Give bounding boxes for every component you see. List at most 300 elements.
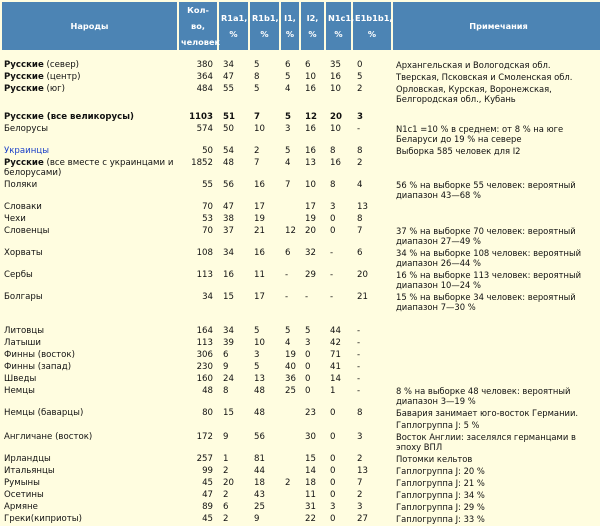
- people-name-cell: [2, 490, 177, 500]
- i1-cell: [281, 514, 299, 524]
- table-row: [2, 350, 600, 360]
- table-row: [2, 248, 600, 268]
- people-name-cell: [2, 112, 177, 122]
- i1-cell: -: [285, 270, 289, 280]
- n1c1-cell: 0: [330, 490, 336, 500]
- r1a1-cell: 51: [223, 112, 235, 122]
- i1-cell: 5: [285, 72, 291, 82]
- r1a1-cell: 15: [223, 408, 234, 418]
- r1a1-cell: 54: [223, 146, 234, 156]
- people-name-cell: [2, 60, 177, 70]
- r1b1-cell: 48: [254, 386, 265, 396]
- table-row: [2, 112, 600, 122]
- e1b1b1-cell: -: [357, 374, 361, 384]
- table-row: [2, 292, 600, 312]
- people-name-cell: [2, 386, 177, 406]
- count-cell: 50: [202, 146, 213, 156]
- r1a1-cell: 47: [223, 72, 234, 82]
- r1a1-cell: 37: [223, 226, 234, 236]
- e1b1b1-cell: -: [357, 350, 361, 360]
- people-name: Русские: [4, 84, 44, 94]
- people-name-cell: [2, 180, 177, 200]
- e1b1b1-cell: 6: [357, 248, 363, 258]
- header-i1: [281, 2, 299, 50]
- r1b1-cell: 5: [254, 326, 260, 336]
- header-i2-pct: %: [308, 29, 317, 39]
- note-cell: 34 % на выборке 108 человек: вероятный диапазон 26—44 %: [396, 248, 582, 268]
- table-row: [2, 374, 600, 384]
- i2-cell: 30: [305, 432, 316, 442]
- people-name-cell: [2, 84, 177, 104]
- r1b1-cell: 5: [254, 60, 260, 70]
- note-cell: Восток Англии: заселялся германцами в эпоху ВПЛ: [396, 432, 576, 452]
- table-row: [2, 158, 600, 178]
- table-row: [2, 386, 600, 406]
- e1b1b1-cell: [353, 420, 391, 430]
- count-cell: 257: [196, 454, 213, 464]
- i2-cell: 32: [305, 248, 316, 258]
- r1a1-cell: 15: [223, 292, 234, 302]
- count-cell: 160: [196, 374, 213, 384]
- r1b1-cell: 5: [254, 362, 260, 372]
- people-name-suffix: (юг): [43, 84, 65, 94]
- count-cell: 89: [202, 502, 213, 512]
- header-i1-label: I1,: [284, 13, 296, 23]
- count-cell: 108: [196, 248, 213, 258]
- r1b1-cell: 5: [254, 84, 260, 94]
- count-cell: 47: [202, 490, 213, 500]
- i1-cell: 7: [285, 180, 291, 190]
- i2-cell: 3: [305, 338, 311, 348]
- people-name: Белорусы: [4, 124, 48, 134]
- people-name-cell: [2, 408, 177, 418]
- i2-cell: [301, 420, 324, 430]
- i2-cell: 15: [305, 454, 316, 464]
- count-cell: 99: [202, 466, 213, 476]
- r1b1-cell: 13: [254, 374, 265, 384]
- e1b1b1-cell: 2: [357, 454, 363, 464]
- i1-cell: [281, 202, 299, 212]
- i1-cell: 4: [285, 84, 291, 94]
- note-cell: 8 % на выборке 48 человек: вероятный диапазон 3—19 %: [396, 386, 571, 406]
- n1c1-cell: [326, 420, 351, 430]
- people-name-suffix: (центр): [43, 72, 81, 82]
- note-cell: [393, 202, 600, 212]
- r1a1-cell: 8: [223, 386, 229, 396]
- people-name: Румыны: [4, 478, 40, 488]
- people-name-suffix: (все великорусы): [43, 112, 134, 122]
- e1b1b1-cell: 7: [357, 478, 363, 488]
- r1b1-cell: 8: [254, 72, 260, 82]
- table-row: [2, 466, 600, 476]
- r1a1-cell: 34: [223, 326, 234, 336]
- i1-cell: 5: [285, 112, 291, 122]
- n1c1-cell: 16: [330, 72, 341, 82]
- count-cell: 1103: [189, 112, 213, 122]
- r1b1-cell: 19: [254, 214, 265, 224]
- r1b1-cell: 17: [254, 292, 265, 302]
- note-cell: Гаплогруппа J: 33 %: [396, 514, 485, 524]
- n1c1-cell: 20: [330, 112, 342, 122]
- header-peoples: Народы: [2, 2, 177, 50]
- e1b1b1-cell: 13: [357, 466, 368, 476]
- people-name: Финны (восток): [4, 350, 75, 360]
- note-cell: 37 % на выборке 70 человек: вероятный диапазон 27—49 %: [396, 226, 576, 246]
- note-cell: [393, 214, 600, 224]
- i1-cell: [281, 502, 299, 512]
- i1-cell: 6: [285, 248, 291, 258]
- header-n1c1-pct: %: [334, 29, 343, 39]
- r1a1-cell: 50: [223, 124, 234, 134]
- n1c1-cell: 35: [330, 60, 341, 70]
- people-name-suffix: (север): [43, 60, 80, 70]
- r1a1-cell: 56: [223, 180, 234, 190]
- r1a1-cell: 24: [223, 374, 234, 384]
- table-row: [2, 124, 600, 144]
- table-row: [2, 214, 600, 224]
- header-r1a1-pct: %: [229, 29, 238, 39]
- header-n1c1-label: N1c1,: [328, 13, 355, 23]
- table-row: [2, 84, 600, 104]
- spacer-row: [2, 314, 600, 324]
- table-row: [2, 408, 600, 418]
- r1b1-cell: 44: [254, 466, 265, 476]
- table-row: [2, 72, 600, 82]
- r1b1-cell: 3: [254, 350, 260, 360]
- header-e1b1b1-label: E1b1b1,: [355, 13, 393, 23]
- i1-cell: 4: [285, 158, 291, 168]
- note-cell: Тверская, Псковская и Смоленская обл.: [396, 72, 573, 82]
- header-r1b1: [250, 2, 279, 50]
- people-name-cell: [2, 158, 177, 178]
- i2-cell: 14: [305, 466, 316, 476]
- header-r1a1-label: R1a1,: [221, 13, 248, 23]
- people-name: Греки(киприоты): [4, 514, 82, 524]
- n1c1-cell: 10: [330, 124, 341, 134]
- i1-cell: 5: [285, 326, 291, 336]
- i2-cell: 17: [305, 202, 316, 212]
- people-name: Болгары: [4, 292, 43, 302]
- count-cell: 80: [202, 408, 213, 418]
- table-row: [2, 362, 600, 372]
- people-name: Русские: [4, 158, 44, 168]
- n1c1-cell: 0: [330, 514, 336, 524]
- people-name: Сербы: [4, 270, 33, 280]
- people-name-cell: [2, 374, 177, 384]
- people-name: Словенцы: [4, 226, 50, 236]
- people-name-cell: [2, 338, 177, 348]
- people-name: Русские: [4, 72, 44, 82]
- e1b1b1-cell: 8: [357, 146, 363, 156]
- i2-cell: -: [305, 292, 309, 302]
- r1b1-cell: 2: [254, 146, 260, 156]
- n1c1-cell: 0: [330, 408, 336, 418]
- people-name: Ирландцы: [4, 454, 51, 464]
- e1b1b1-cell: 21: [357, 292, 368, 302]
- r1a1-cell: 2: [223, 490, 229, 500]
- table-body: [2, 52, 600, 524]
- i1-cell: [281, 408, 299, 418]
- e1b1b1-cell: 8: [357, 408, 363, 418]
- r1a1-cell: 9: [223, 362, 229, 372]
- spacer-row: [2, 106, 600, 110]
- e1b1b1-cell: -: [357, 362, 361, 372]
- n1c1-cell: 1: [330, 386, 336, 396]
- n1c1-cell: 0: [330, 226, 336, 236]
- n1c1-cell: -: [330, 270, 334, 280]
- count-cell: 34: [202, 292, 213, 302]
- note-cell: 15 % на выборке 34 человек: вероятный диапазон 7—30 %: [396, 292, 576, 312]
- header-r1b1-pct: %: [260, 29, 269, 39]
- table-row: [2, 420, 600, 430]
- people-name-cell: [2, 226, 177, 246]
- people-name-cell: [2, 248, 177, 268]
- people-name: Армяне: [4, 502, 38, 512]
- people-name-cell: [2, 454, 177, 464]
- i2-cell: 18: [305, 478, 316, 488]
- count-cell: 113: [196, 338, 213, 348]
- i1-cell: -: [285, 292, 289, 302]
- header-e1b1b1-pct: %: [367, 29, 377, 39]
- note-cell: Архангельская и Вологодская обл.: [396, 60, 551, 70]
- n1c1-cell: 10: [330, 84, 341, 94]
- note-cell: Гаплогруппа J: 34 %: [396, 490, 485, 500]
- i1-cell: [281, 490, 299, 500]
- note-cell: N1c1 =10 % в среднем: от 8 % на юге Беларуси до 19 % на севере: [396, 124, 564, 144]
- table-row: [2, 226, 600, 246]
- n1c1-cell: 0: [330, 214, 336, 224]
- r1a1-cell: 20: [223, 478, 234, 488]
- note-cell: Гаплогруппа J: 29 %: [396, 502, 485, 512]
- table-row: [2, 490, 600, 500]
- people-name: Немцы (баварцы): [4, 408, 84, 418]
- r1a1-cell: 9: [223, 432, 229, 442]
- table-row: [2, 432, 600, 452]
- spacer-cell: [2, 314, 600, 324]
- n1c1-cell: 0: [330, 478, 336, 488]
- n1c1-cell: -: [330, 248, 334, 258]
- people-name-cell: [2, 270, 177, 290]
- i2-cell: 16: [305, 146, 316, 156]
- people-name-cell: [2, 292, 177, 312]
- note-cell: [393, 350, 600, 360]
- n1c1-cell: 41: [330, 362, 341, 372]
- i2-cell: 19: [305, 214, 316, 224]
- e1b1b1-cell: -: [357, 386, 361, 396]
- i1-cell: 12: [285, 226, 296, 236]
- r1b1-cell: 10: [254, 124, 265, 134]
- r1a1-cell: [219, 420, 248, 430]
- people-name-cell: [2, 350, 177, 360]
- r1b1-cell: 25: [254, 502, 265, 512]
- i2-cell: 16: [305, 84, 316, 94]
- note-cell: Гаплогруппа J: 21 %: [396, 478, 485, 488]
- count-cell: 306: [196, 350, 213, 360]
- r1b1-cell: 16: [254, 180, 265, 190]
- count-cell: 230: [196, 362, 213, 372]
- people-name-suffix: (все вместе с украинцами и белорусами): [4, 158, 174, 178]
- i2-cell: 0: [305, 350, 311, 360]
- i2-cell: 22: [305, 514, 316, 524]
- table-row: [2, 514, 600, 524]
- i1-cell: 5: [285, 146, 291, 156]
- r1a1-cell: 38: [223, 214, 234, 224]
- count-cell: 55: [202, 180, 213, 190]
- i1-cell: 6: [285, 60, 291, 70]
- people-name: Шведы: [4, 374, 37, 384]
- spacer-cell: [2, 52, 600, 58]
- i2-cell: 6: [305, 60, 311, 70]
- people-name-cell: [2, 514, 177, 524]
- table-row: [2, 202, 600, 212]
- i2-cell: 29: [305, 270, 316, 280]
- r1b1-cell: [250, 420, 279, 430]
- i1-cell: [281, 432, 299, 452]
- table-row: [2, 338, 600, 348]
- r1b1-cell: 10: [254, 338, 265, 348]
- i2-cell: 10: [305, 180, 316, 190]
- note-cell: [393, 326, 600, 336]
- r1a1-cell: 34: [223, 60, 234, 70]
- n1c1-cell: 0: [330, 454, 336, 464]
- i1-cell: 4: [285, 338, 291, 348]
- e1b1b1-cell: 3: [357, 112, 363, 122]
- people-name-cell: [2, 432, 177, 452]
- header-count-line1: Кол-во,: [187, 5, 209, 31]
- note-cell: Бавария занимает юго-восток Германии.: [396, 408, 579, 418]
- people-name[interactable]: Украинцы: [4, 146, 49, 156]
- i2-cell: 0: [305, 374, 311, 384]
- e1b1b1-cell: 2: [357, 158, 363, 168]
- r1a1-cell: 6: [223, 350, 229, 360]
- n1c1-cell: 3: [330, 502, 336, 512]
- i2-cell: 10: [305, 72, 316, 82]
- header-n1c1: [326, 2, 355, 50]
- e1b1b1-cell: 3: [357, 432, 363, 442]
- i2-cell: 0: [305, 362, 311, 372]
- n1c1-cell: 8: [330, 180, 336, 190]
- note-cell: Гаплогруппа J: 5 %: [396, 420, 480, 430]
- r1a1-cell: 1: [223, 454, 229, 464]
- i2-cell: 31: [305, 502, 316, 512]
- count-cell: 113: [196, 270, 213, 280]
- people-name: Русские: [4, 112, 44, 122]
- r1a1-cell: 6: [223, 502, 229, 512]
- people-name: Финны (запад): [4, 362, 72, 372]
- n1c1-cell: 71: [330, 350, 341, 360]
- r1b1-cell: 56: [254, 432, 265, 442]
- r1b1-cell: 11: [254, 270, 265, 280]
- e1b1b1-cell: -: [357, 326, 361, 336]
- note-cell: [393, 112, 600, 122]
- r1b1-cell: 7: [254, 112, 260, 122]
- header-i1-pct: %: [285, 29, 295, 39]
- r1a1-cell: 16: [223, 270, 234, 280]
- i1-cell: 2: [285, 478, 291, 488]
- count-cell: 172: [196, 432, 213, 442]
- n1c1-cell: 14: [330, 374, 341, 384]
- i1-cell: [281, 420, 299, 430]
- r1b1-cell: 48: [254, 408, 265, 418]
- r1a1-cell: 39: [223, 338, 234, 348]
- i1-cell: 36: [285, 374, 296, 384]
- n1c1-cell: 8: [330, 146, 336, 156]
- e1b1b1-cell: 2: [357, 84, 363, 94]
- n1c1-cell: 16: [330, 158, 341, 168]
- count-cell: 364: [196, 72, 213, 82]
- header-notes: Примечания: [393, 2, 600, 50]
- i1-cell: [281, 214, 299, 224]
- table-row: [2, 180, 600, 200]
- people-name-cell: [2, 124, 177, 144]
- count-cell: 48: [202, 386, 213, 396]
- n1c1-cell: 3: [330, 202, 336, 212]
- note-cell: 56 % на выборке 55 человек: вероятный диапазон 43—68 %: [396, 180, 576, 200]
- people-name-cell: [2, 420, 177, 430]
- e1b1b1-cell: 2: [357, 490, 363, 500]
- header-count-line2: человек: [181, 37, 221, 47]
- note-cell: Гаплогруппа J: 20 %: [396, 466, 485, 476]
- n1c1-cell: 0: [330, 466, 336, 476]
- table-row: [2, 60, 600, 70]
- count-cell: 484: [196, 84, 213, 94]
- r1a1-cell: 2: [223, 466, 229, 476]
- people-name-cell[interactable]: [2, 146, 177, 156]
- count-cell: 45: [202, 514, 213, 524]
- e1b1b1-cell: 8: [357, 214, 363, 224]
- table-row: [2, 270, 600, 290]
- people-name-cell: [2, 466, 177, 476]
- people-name-cell: [2, 478, 177, 488]
- header-r1b1-label: R1b1,: [252, 13, 279, 23]
- r1a1-cell: 55: [223, 84, 234, 94]
- table-row: [2, 502, 600, 512]
- people-name-cell: [2, 202, 177, 212]
- header-i2-label: I2,: [306, 13, 319, 23]
- i2-cell: 5: [305, 326, 311, 336]
- count-cell: 53: [202, 214, 213, 224]
- note-cell: [393, 338, 600, 348]
- e1b1b1-cell: -: [357, 338, 361, 348]
- header-r1a1: [219, 2, 248, 50]
- r1a1-cell: 2: [223, 514, 229, 524]
- people-name: Русские: [4, 60, 44, 70]
- i2-cell: 23: [305, 408, 316, 418]
- people-name: Латыши: [4, 338, 41, 348]
- people-name: Словаки: [4, 202, 42, 212]
- note-cell: Выборка 585 человек для I2: [396, 146, 521, 156]
- note-cell: [393, 158, 600, 178]
- r1b1-cell: 18: [254, 478, 265, 488]
- table-row: [2, 146, 600, 156]
- note-cell: Потомки кельтов: [396, 454, 473, 464]
- i2-cell: 0: [305, 386, 311, 396]
- header-i2: [301, 2, 324, 50]
- people-name: Поляки: [4, 180, 38, 190]
- header-e1b1b1: [353, 2, 391, 50]
- r1a1-cell: 34: [223, 248, 234, 258]
- i1-cell: [281, 466, 299, 476]
- people-name-cell: [2, 72, 177, 82]
- count-cell: 380: [196, 60, 213, 70]
- count-cell: 164: [196, 326, 213, 336]
- note-cell: [393, 374, 600, 384]
- r1b1-cell: 81: [254, 454, 265, 464]
- i1-cell: 3: [285, 124, 291, 134]
- people-name: Осетины: [4, 490, 44, 500]
- r1b1-cell: 9: [254, 514, 260, 524]
- people-name: Немцы: [4, 386, 35, 396]
